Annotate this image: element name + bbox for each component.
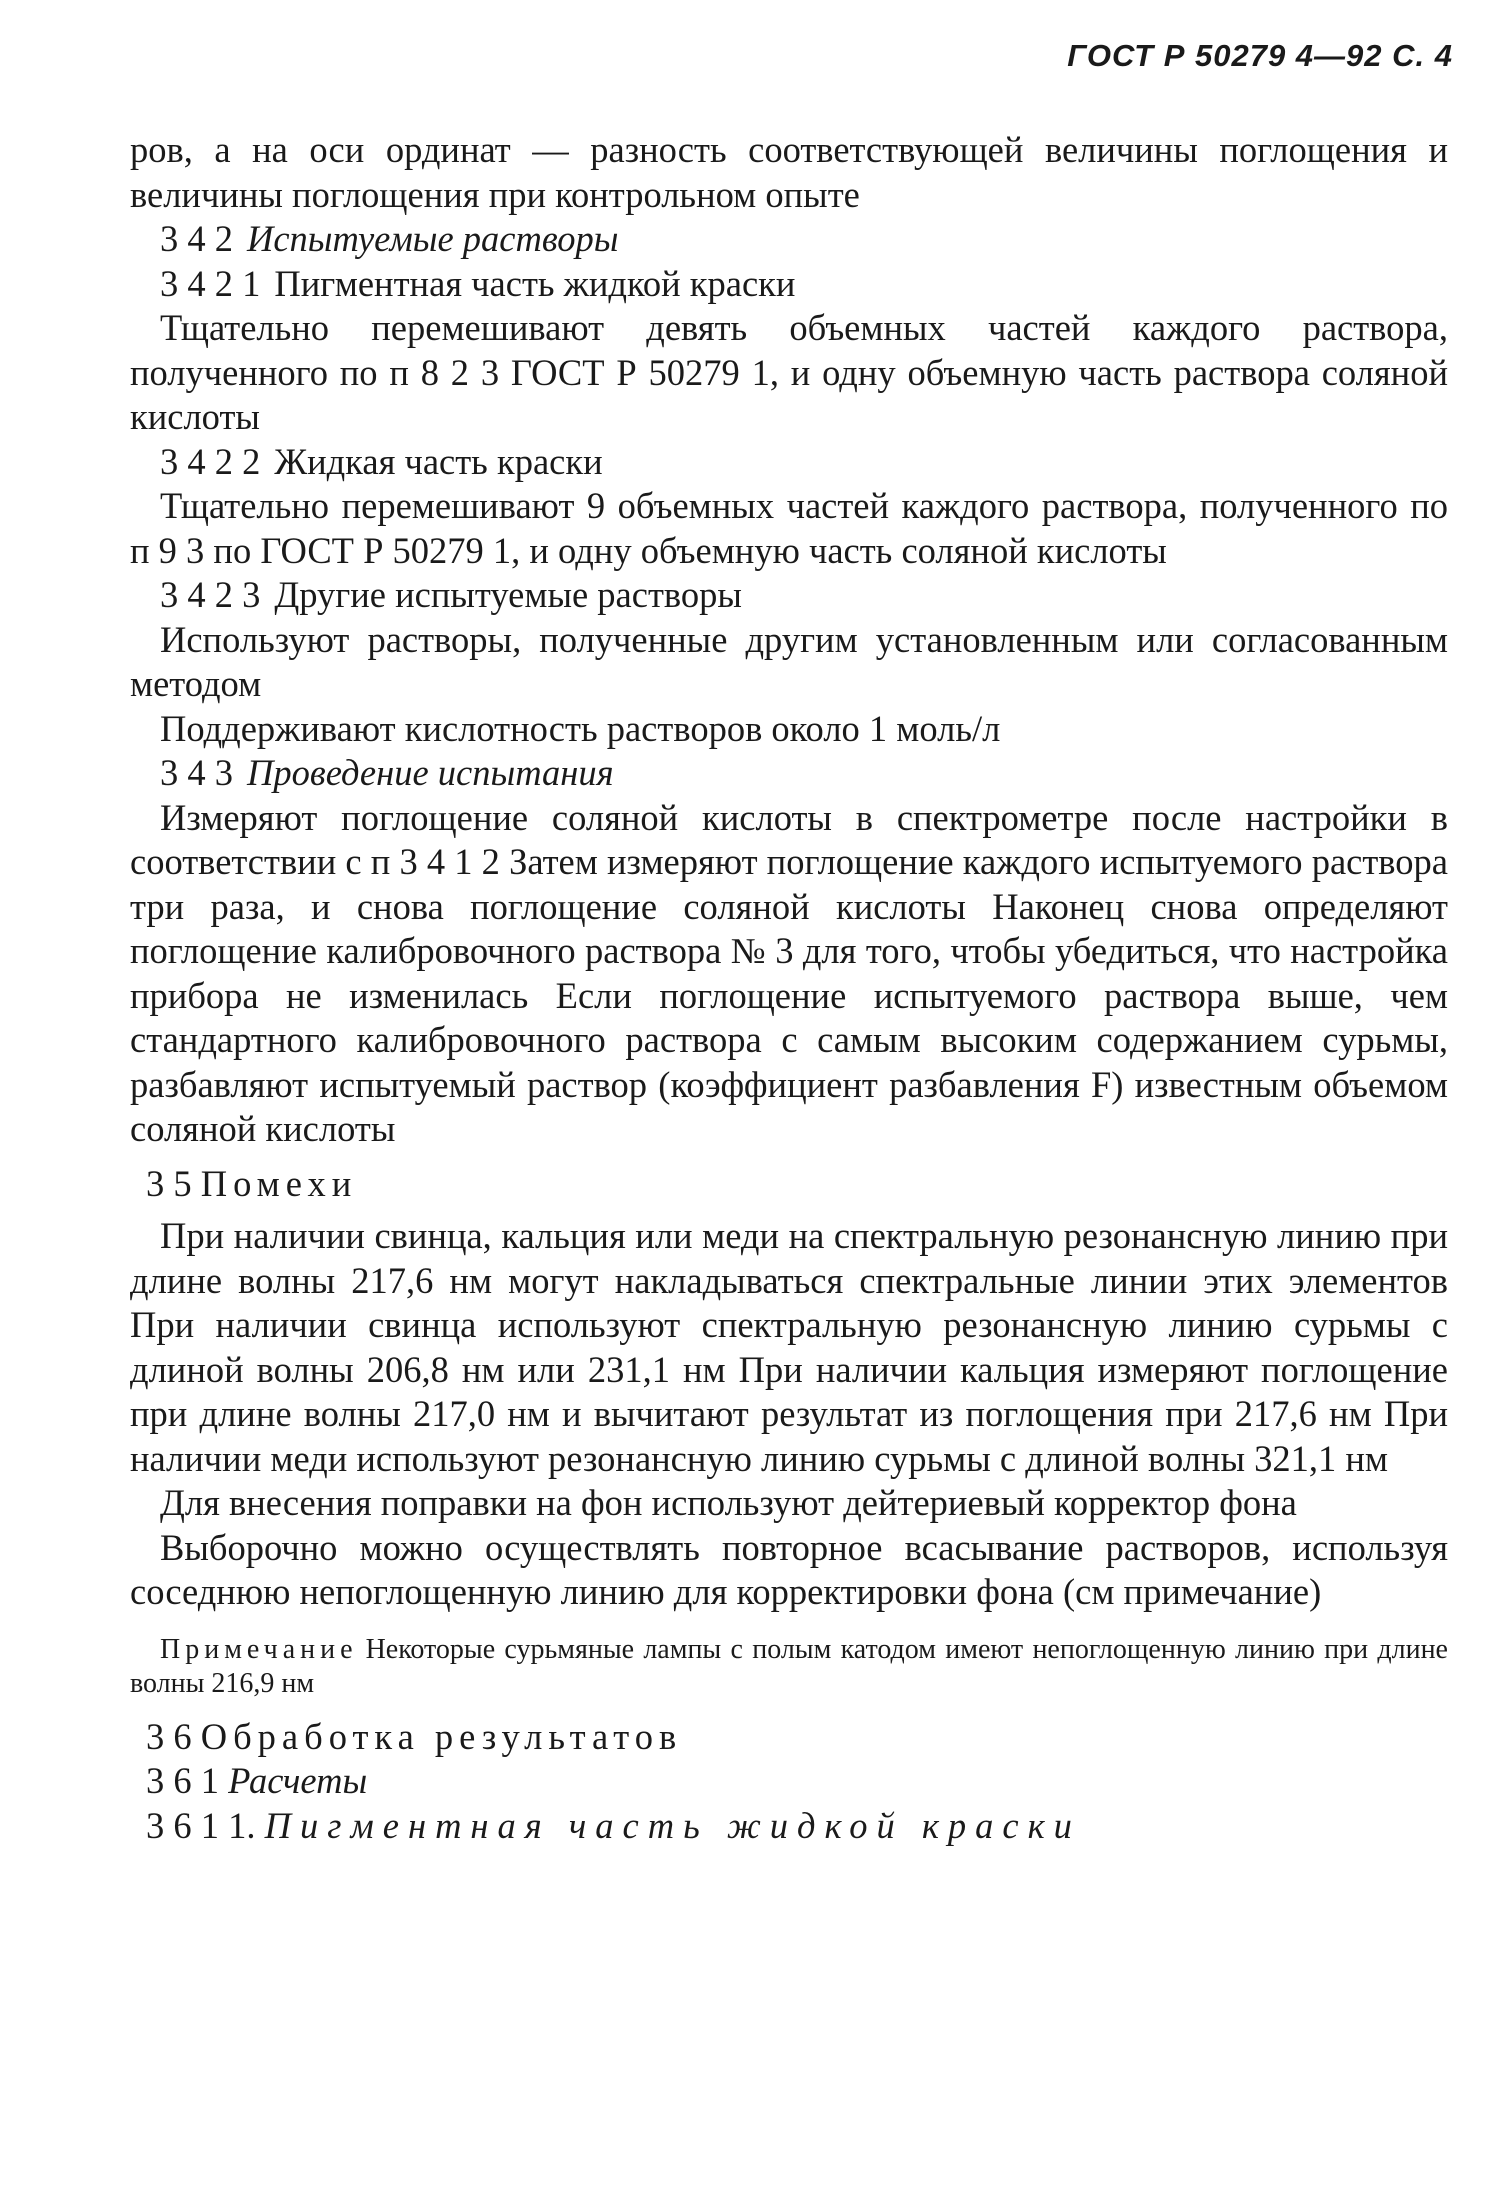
heading-number: 3 6 1 bbox=[146, 1760, 219, 1801]
heading-number: 3 6 bbox=[146, 1715, 192, 1757]
paragraph-other-solutions: Используют растворы, полученные другим установленным или согласованным методом bbox=[130, 618, 1448, 704]
note-label: Примечание bbox=[160, 1633, 358, 1665]
note bbox=[130, 1633, 1448, 1701]
heading-title: Пигментная часть жидкой краски bbox=[264, 1804, 1081, 1846]
paragraph-pigment-mixing: Тщательно перемешивают девять объемных частей каждого раствора, полученного по п 8 2 3 ГОСТ Р 50279 1, и одну объемную часть раствора соляной кислоты bbox=[130, 307, 1448, 437]
heading-number: 3 4 2 2 bbox=[160, 440, 261, 482]
heading-number: 3 4 2 3 bbox=[160, 574, 261, 615]
heading-3-4-2-2 bbox=[130, 440, 1448, 485]
heading-3-6-1-1 bbox=[130, 1804, 1448, 1849]
note-text: Некоторые сурьмяные лампы с полым катодом имеют непоглощенную линию при длине волны 216,9 нм bbox=[130, 1633, 1448, 1699]
paragraph-background-correction: Для внесения поправки на фон используют дейтериевый корректор фона bbox=[160, 1482, 1297, 1523]
paragraph-interference: При наличии свинца, кальция или меди на спектральную резонансную линию при длине волны 217,6 нм могут накладываться спектральные линии этих элементов При наличии свинца используют спектральную резонансную линию сурьмы с длиной волны 206,8 нм или 231,1 нм При наличии кальция измеряют поглощение при длине волны 217,0 нм и вычитают результат из поглощения при 217,6 нм При наличии меди используют резонансную линию сурьмы с длиной волны 321,1 нм bbox=[130, 1215, 1448, 1479]
paragraph-test-procedure: Измеряют поглощение соляной кислоты в спектрометре после настройки в соответствии с п 3 4 1 2 Затем измеряют поглощение каждого испытуемого раствора три раза, и снова поглощение соляной кислоты Наконец снова определяют поглощение калибровочного раствора № 3 для того, чтобы убедиться, что настройка прибора не изменилась Если поглощение испытуемого раствора выше, чем стандартного калибровочного раствора с самым высоким содержанием сурьмы, разбавляют испытуемый раствор (коэффициент разбавления F) известным объемом соляной кислоты bbox=[130, 796, 1448, 1149]
paragraph-liquid-mixing: Тщательно перемешивают 9 объемных частей каждого раствора, полученного по п 9 3 по ГОСТ Р 50279 1, и одну объемную часть соляной кислоты bbox=[130, 485, 1448, 571]
paragraph-continuation: ров, а на оси ординат — разность соответствующей величины поглощения и величины поглощения при контрольном опыте bbox=[130, 129, 1448, 215]
heading-title: Расчеты bbox=[228, 1760, 368, 1801]
heading-3-6-1 bbox=[130, 1759, 1448, 1804]
heading-3-6 bbox=[130, 1715, 1448, 1760]
heading-title: Обработка результатов bbox=[200, 1715, 683, 1757]
heading-number: 3 4 2 bbox=[160, 218, 233, 259]
heading-title: Другие испытуемые растворы bbox=[274, 574, 742, 615]
heading-3-4-3 bbox=[130, 751, 1448, 796]
document-body bbox=[130, 128, 1448, 1848]
heading-title: Проведение испытания bbox=[247, 752, 614, 793]
heading-number: 3 4 2 1 bbox=[160, 262, 261, 304]
heading-number: 3 5 bbox=[146, 1162, 192, 1204]
page-header: ГОСТ Р 50279 4—92 С. 4 bbox=[1067, 38, 1453, 73]
heading-number: 3 4 3 bbox=[160, 752, 233, 793]
heading-title: Испытуемые растворы bbox=[247, 218, 619, 259]
heading-number: 3 6 1 1. bbox=[146, 1804, 256, 1846]
paragraph-acidity: Поддерживают кислотность растворов около 1 моль/л bbox=[160, 707, 1001, 749]
heading-title: Помехи bbox=[200, 1162, 358, 1204]
heading-3-5 bbox=[130, 1162, 1448, 1207]
heading-3-4-2-3 bbox=[130, 573, 1448, 618]
heading-title: Жидкая часть краски bbox=[274, 440, 603, 482]
heading-3-4-2-1 bbox=[130, 262, 1448, 307]
heading-title: Пигментная часть жидкой краски bbox=[274, 262, 796, 304]
heading-3-4-2 bbox=[130, 217, 1448, 262]
paragraph-reaspiration: Выборочно можно осуществлять повторное всасывание растворов, используя соседнюю непоглощенную линию для корректировки фона (см примечание) bbox=[130, 1526, 1448, 1612]
